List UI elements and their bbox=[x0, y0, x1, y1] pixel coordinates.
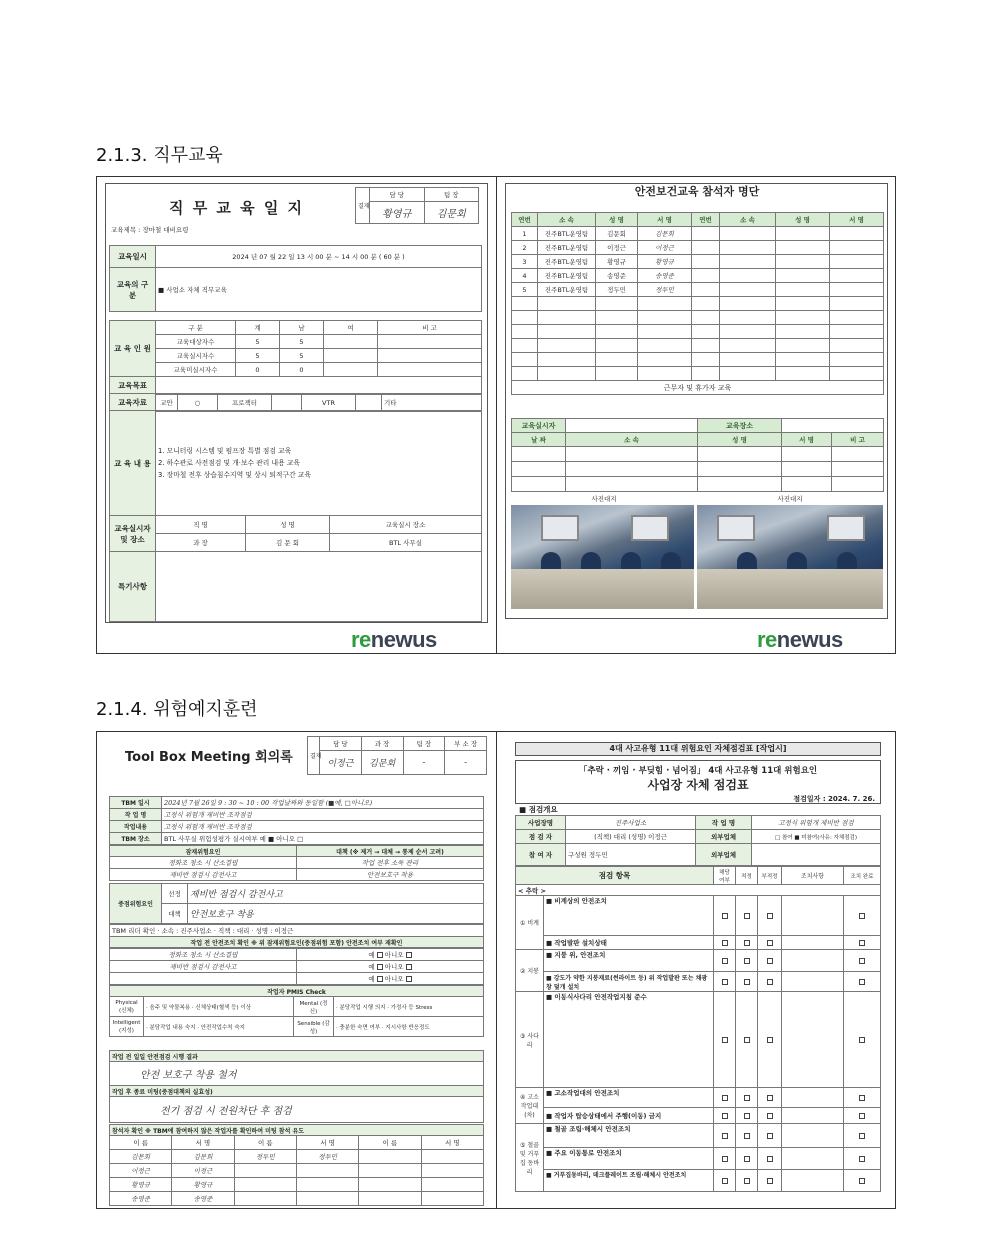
signature-leader: 김문회 bbox=[424, 202, 479, 224]
renewus-logo: renewus bbox=[351, 627, 437, 652]
tbm-approval-box: 결재 담 당 과 장 팀 장 부 소 장 이정근 김문회 - - bbox=[307, 736, 487, 775]
approval-box: 결재 담 당 팀 장 황영규 김문회 bbox=[355, 187, 479, 224]
tbm-minutes: Tool Box Meeting 회의록 결재 담 당 과 장 팀 장 부 소 장 이정근 김문회 - - TBM 일시 2024년 7월 26일 9 : 30 ~ 10 : 00 작업날짜와 동일함 (■예, □아니오) 작 업 명 고정식 위험개 제비반 조작점검 작업내용 고정식 위험개 제비반 조작점검 TBM 장소 BTL 사무실 위험성평가 실시여부 예 ■ 아니오 □ 잠재위험요인 대책 (※ 제거 → 대체 → 통제 순서 고려) 정화조 청소 시 산소결핍 작업 전후 소독 관리 제비반 점검시 감전사고 안전보호구 착용 중점위험요인 선정 제비반 점검시 감전사고 대책 안전보호구 착용 TBM 리더 확인 · 소속 : 진주사업소 · 직책 : 대리 · 성명 : 이정근 작업 전 안전조치 확인 ※ 위 잠재위험요인(중점위험 포함) 안전조치 여부 재확인 정화조 청소 시 산소결핍 예 아니오 제비반 점검시 감전사고 예 아니오 예 아니오 작업자 PMIS Check Physical (신체) · 음주 및 약물복용 · 신체상태(혈색 등) 이상 Mental (정신) · 분당작업 시행 의지 · 가정사 등 Stress Intelligent (지성) · 분담작업 내용 숙지 · 안전작업수칙 숙지 Sensible (감성) · 충분한 숙면 여부 · 지시사항 반응정도 작업 전 일일 안전점검 시행 결과 안전 보호구 착용 철저 작업 후 종료 미팅(중점대책의 실효성) 전기 점검 시 전원차단 후 점검 참석자 확인 ※ TBM에 참여하지 않은 작업자를 확인하여 미팅 참석 유도 이 름 서 명 이 름 서 명 이 름 서 명 김문회 김문회 정두민 정두민 이정근 이정근 황영규 황영규 송영준 송영준 bbox=[96, 731, 497, 1209]
pmis-table: 작업자 PMIS Check Physical (신체) · 음주 및 약물복용 · 신체상태(혈색 등) 이상 Mental (정신) · 분당작업 시행 의지 · 가정사 등 Stress Intelligent (지성) · 분담작업 내용 숙지 · 안전작업수칙 숙지 Sensible (감성) · 충분한 숙면 여부 · 지시사항 반응정도 bbox=[109, 985, 484, 1037]
content-item-3: 3. 장마철 전후 상습침수지역 및 상시 퇴적구간 교육 bbox=[158, 471, 311, 479]
signature-manager: 황영규 bbox=[370, 202, 425, 224]
tbm-title: Tool Box Meeting 회의록 bbox=[125, 750, 293, 765]
checklist-banner: 4대 사고유형 11대 위험요인 자체점검표 [작업시] bbox=[515, 742, 881, 756]
hazard-table: 잠재위험요인 대책 (※ 제거 → 대체 → 통제 순서 고려) 정화조 청소 시 산소결핍 작업 전후 소독 관리 제비반 점검시 감전사고 안전보호구 착용 bbox=[109, 845, 484, 881]
checklist-table: 점검 항목 해당 여부 적정 부적정 조치사항 조치 완료 < 추락 > ① 비계 ■ 비계상의 안전조치 ■ 작업발판 설치상태 ② 지붕 ■ 지붕 위, 안전조치 ■ 강도가 약한 지붕재료(썬라이트 등) 위 작업발판 또는 채광창 덮개 설치 ③ 사다리 ■ 이동식사다리 안전작업지침 준수 ④ 고소 작업대(차) ■ 고소작업대의 안전조치 ■ 작업자 탑승상태에서 주행(이동) 금지 ⑤ 철골 및 거푸집 동바리 ■ 철골 조립·해체시 안전조치 ■ 주요 이동통로 안전조치 ■ 거푸집동바리, 데크플레이트 조립·해체시 안전조치 bbox=[515, 866, 881, 1192]
training-photo-1 bbox=[511, 505, 694, 609]
notes-table: 특기사항 bbox=[109, 551, 482, 622]
job-training-log: 직 무 교 육 일 지 결재 담 당 팀 장 황영규 김문회 교육제목 : 장마철 대비요령 교육일시 2024 년 07 월 22 일 13 시 00 분 ~ 14 시 00 분 ( 60 분 ) 교육의 구 분 ■ 사업소 자체 직무교육 교 육 인 원 구 분 계 남 여 비 고 교육대상자수 5 5 교육실시자수 5 5 교육미실시자수 0 0 교육목표 교육자료 교안 ○ 프로젝터 VTR 기타 교 육 내 용 1. 모니터링 시스템 및 펌프장 특별 점검 교육 2. 하수관로 사전점검 및 개·보수 관리 내용 교육 3. 장마철 전후 상습침수지역 및 상시 퇴적구간 교육 교육실시자 및 장소 직 명 성 명 교육실시 장소 과 장 김 문 회 BTL 사무실 특기사항 renewus bbox=[96, 176, 497, 654]
content-item-1: 1. 모니터링 시스템 및 펌프장 특별 점검 교육 bbox=[158, 447, 292, 455]
photo-label-right: 사진대지 bbox=[777, 495, 803, 503]
attendee-list bbox=[496, 176, 896, 654]
photo-label-left: 사진대지 bbox=[591, 495, 617, 503]
attendee-footer-note: 근무자 및 휴가자 교육 bbox=[512, 381, 884, 395]
section-heading-job-training: 2.1.3. 직무교육 bbox=[96, 145, 223, 166]
tbm-leader-confirm: TBM 리더 확인 · 소속 : 진주사업소 · 직책 : 대리 · 성명 : 이정근 bbox=[110, 925, 484, 937]
tbm-info-table: TBM 일시 2024년 7월 26일 9 : 30 ~ 10 : 00 작업날짜와 동일함 (■예, □아니오) 작 업 명 고정식 위험개 제비반 조작점검 작업내용 고정식 위험개 제비반 조작점검 TBM 장소 BTL 사무실 위험성평가 실시여부 예 ■ 아니오 □ bbox=[109, 796, 484, 845]
renewus-logo: renewus bbox=[757, 627, 843, 652]
checklist-date: 점검일자 : 2024. 7. 26. bbox=[793, 795, 875, 803]
content-item-2: 2. 하수관로 사전점검 및 개·보수 관리 내용 교육 bbox=[158, 459, 300, 467]
attendee-table: 연번 소 속 성 명 서 명 연번 소 속 성 명 서 명 1 진주BTL운영팀 김문회 김문회 2 진주BTL운영팀 이정근 이정근 3 진주BTL운영팀 황영규 황영규 4 진주BTL운영팀 송영준 송영준 5 진주BTL운영팀 정두민 정두민 근무자 및 휴가자 교육 bbox=[511, 212, 884, 395]
section-heading-risk-training: 2.1.4. 위험예지훈련 bbox=[96, 699, 258, 720]
staff-table: 교 육 인 원 구 분 계 남 여 비 고 교육대상자수 5 5 교육실시자수 5 5 교육미실시자수 0 0 bbox=[109, 320, 482, 377]
tbm-attendee-table: 참석자 확인 ※ TBM에 참여하지 않은 작업자를 확인하여 미팅 참석 유도 이 름 서 명 이 름 서 명 이 름 서 명 김문회 김문회 정두민 정두민 이정근 이정근 황영규 황영규 송영준 송영준 bbox=[109, 1124, 484, 1206]
log-title: 직 무 교 육 일 지 bbox=[169, 199, 305, 217]
training-detail-table: 교육실시자 교육장소 날 짜 소 속 성 명 서 명 비 고 bbox=[511, 418, 884, 492]
precheck-table: 정화조 청소 시 산소결핍 예 아니오 제비반 점검시 감전사고 예 아니오 예 아니오 bbox=[109, 948, 484, 985]
instructor-table: 교육실시자 및 장소 직 명 성 명 교육실시 장소 과 장 김 문 회 BTL 사무실 bbox=[109, 515, 482, 552]
materials-table: 교육자료 교안 ○ 프로젝터 VTR 기타 bbox=[109, 393, 482, 412]
self-inspection-checklist: 4대 사고유형 11대 위험요인 자체점검표 [작업시] 「추락 · 끼임 · 부딪힘 · 넘어짐」 4대 사고유형 11대 위험요인 사업장 자체 점검표 점검일자 : 2024. 7. 26. ■ 점검개요 사업장명 진주사업소 작 업 명 고정식 위험개 제비반 점검 점 검 자 (직책) 대리 (성명) 이정근 외부업체 □ 참여 ■ 미참여(사유: 자체점검) 참 여 자 구성원 정두민 외부업체 점검 항목 해당 여부 적정 부적정 조치사항 조치 완료 < 추락 > ① 비계 ■ 비계상의 안전조치 ■ 작업발판 설치상태 ② 지붕 ■ 지붕 위, 안전조치 ■ 강도가 약한 지붕재료(썬라이트 등) 위 작업발판 또는 채광창 덮개 설치 ③ 사다리 ■ 이동식사다리 안전작업지침 준수 ④ 고소 작업대(차) ■ 고소작업대의 안전조치 ■ 작업자 탑승상태에서 주행(이동) 금지 ⑤ 철골 및 거푸집 동바리 ■ 철골 조립·해체시 안전조치 ■ 주요 이동통로 안전조치 ■ 거푸집동바리, 데크플레이트 조립·해체시 안전조치 bbox=[496, 731, 896, 1209]
overview-table: 사업장명 진주사업소 작 업 명 고정식 위험개 제비반 점검 점 검 자 (직책) 대리 (성명) 이정근 외부업체 □ 참여 ■ 미참여(사유: 자체점검) 참 여 자 구성원 정두민 외부업체 bbox=[515, 815, 881, 866]
result-table: 작업 전 일일 안전점검 시행 결과 안전 보호구 착용 철저 작업 후 종료 미팅(중점대책의 실효성) 전기 점검 시 전원차단 후 점검 bbox=[109, 1050, 484, 1123]
training-table: 교육일시 2024 년 07 월 22 일 13 시 00 분 ~ 14 시 00 분 ( 60 분 ) 교육의 구 분 ■ 사업소 자체 직무교육 bbox=[109, 245, 482, 312]
attendee-title: 안전보건교육 참석자 명단 bbox=[634, 185, 760, 198]
training-photo-2 bbox=[697, 505, 883, 609]
focus-hazard-table: 중점위험요인 선정 제비반 점검시 감전사고 대책 안전보호구 착용 bbox=[109, 883, 484, 924]
content-table: 교 육 내 용 1. 모니터링 시스템 및 펌프장 특별 점검 교육 2. 하수관로 사전점검 및 개·보수 관리 내용 교육 3. 장마철 전후 상습침수지역 및 상시 퇴적구간 교육 bbox=[109, 410, 482, 516]
training-subject: 교육제목 : 장마철 대비요령 bbox=[111, 226, 189, 234]
checklist-title: 사업장 자체 점검표 bbox=[647, 778, 749, 792]
